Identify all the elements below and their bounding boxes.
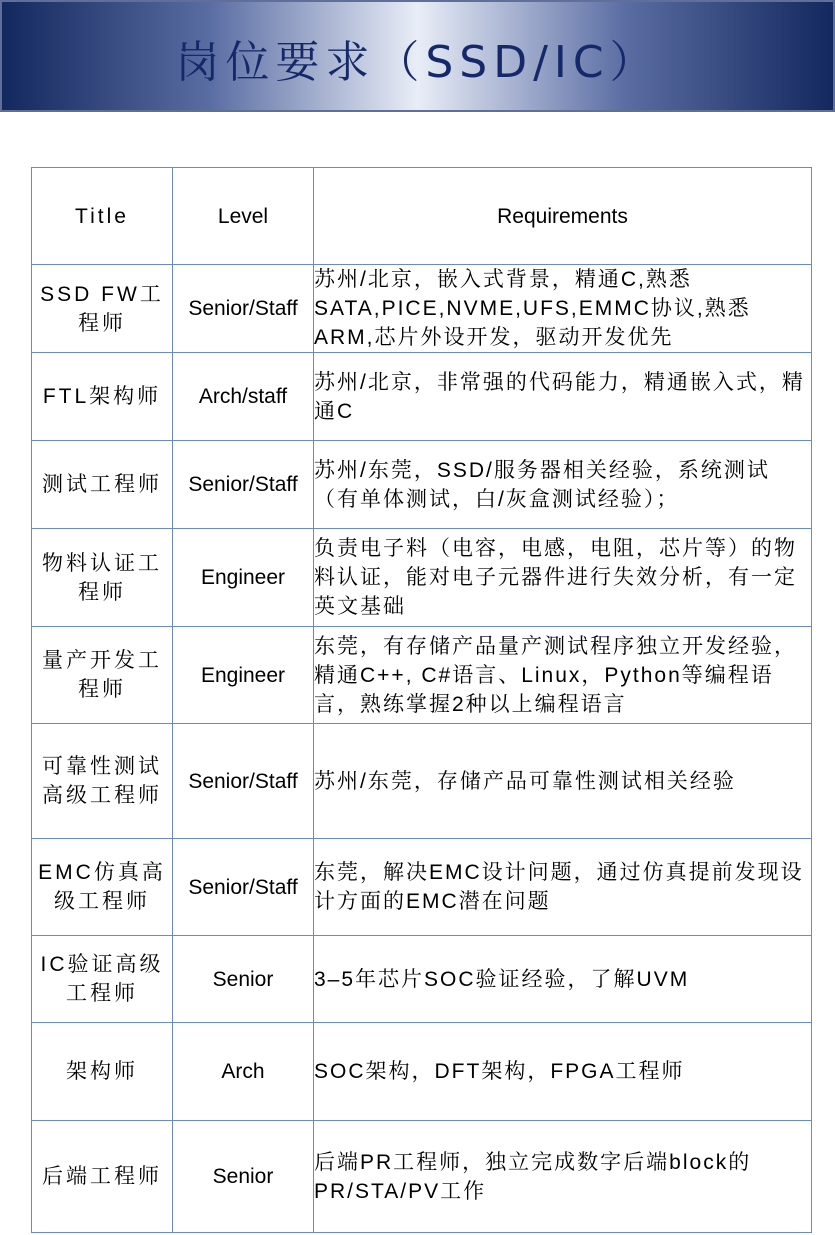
job-level-cell: Senior [173,936,314,1023]
job-title-cell: 可靠性测试高级工程师 [32,724,173,839]
table-row [32,1121,812,1233]
job-title-cell: 量产开发工程师 [32,627,173,724]
page-title: 岗位要求（SSD/IC） [175,37,660,88]
job-title-cell: FTL架构师 [32,353,173,441]
job-level-cell: Senior/Staff [173,839,314,936]
job-requirements-cell: 苏州/北京，非常强的代码能力，精通嵌入式，精通C [314,353,812,441]
table-row [32,724,812,839]
job-level-cell: Engineer [173,529,314,627]
job-requirements-cell: 3–5年芯片SOC验证经验，了解UVM [314,936,812,1023]
job-title-cell: EMC仿真高级工程师 [32,839,173,936]
job-level-cell: Arch/staff [173,353,314,441]
column-header-title: Title [32,168,173,265]
column-header-level: Level [173,168,314,265]
job-requirements-cell: 苏州/东莞，SSD/服务器相关经验，系统测试（有单体测试，白/灰盒测试经验）； [314,441,812,529]
job-level-cell: Arch [173,1023,314,1121]
table-header-row [32,168,812,265]
job-level-cell: Engineer [173,627,314,724]
table-row [32,265,812,353]
table-row [32,627,812,724]
job-requirements-cell: 东莞，有存储产品量产测试程序独立开发经验，精通C++, C#语言、Linux，Python等编程语言，熟练掌握2种以上编程语言 [314,627,812,724]
job-requirements-cell: 东莞，解决EMC设计问题，通过仿真提前发现设计方面的EMC潜在问题 [314,839,812,936]
job-level-cell: Senior/Staff [173,441,314,529]
requirements-table [31,167,812,1233]
job-requirements-cell: 负责电子料（电容，电感，电阻，芯片等）的物料认证，能对电子元器件进行失效分析，有一定英文基础 [314,529,812,627]
job-requirements-cell: 后端PR工程师，独立完成数字后端block的PR/STA/PV工作 [314,1121,812,1233]
title-banner [0,0,835,112]
table-row [32,1023,812,1121]
job-requirements-cell: 苏州/北京，嵌入式背景，精通C,熟悉SATA,PICE,NVME,UFS,EMMC协议,熟悉ARM,芯片外设开发，驱动开发优先 [314,265,812,353]
job-requirements-cell: SOC架构，DFT架构，FPGA工程师 [314,1023,812,1121]
table-row [32,529,812,627]
job-level-cell: Senior [173,1121,314,1233]
job-title-cell: 测试工程师 [32,441,173,529]
job-requirements-cell: 苏州/东莞，存储产品可靠性测试相关经验 [314,724,812,839]
job-title-cell: 架构师 [32,1023,173,1121]
job-title-cell: IC验证高级工程师 [32,936,173,1023]
table-row [32,353,812,441]
table-row [32,441,812,529]
job-level-cell: Senior/Staff [173,724,314,839]
table-row [32,936,812,1023]
column-header-requirements: Requirements [314,168,812,265]
job-title-cell: 物料认证工程师 [32,529,173,627]
job-title-cell: 后端工程师 [32,1121,173,1233]
job-title-cell: SSD FW工程师 [32,265,173,353]
table-row [32,839,812,936]
job-level-cell: Senior/Staff [173,265,314,353]
